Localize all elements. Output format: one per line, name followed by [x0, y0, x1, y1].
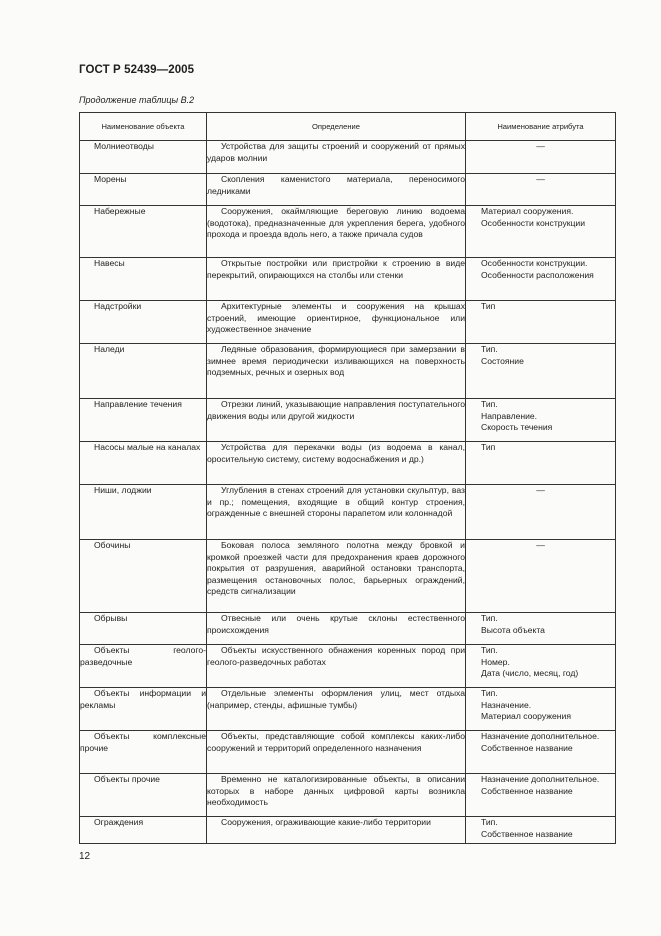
- definition-text: Устройства для перекачки воды (из водоема в канал, оросительную систему, систему водоснабжения и др.): [207, 442, 465, 464]
- object-name-cell: [80, 301, 207, 344]
- attribute-item: Назначение дополнительное.: [481, 774, 600, 784]
- definition-cell: [207, 442, 466, 485]
- definition-cell: [207, 258, 466, 301]
- objects-table: [79, 112, 616, 844]
- table-row: [80, 485, 616, 540]
- attribute-cell: [466, 485, 616, 540]
- object-name-cell: [80, 174, 207, 206]
- attribute-item: Собственное название: [481, 742, 573, 753]
- table-row: [80, 731, 616, 774]
- attribute-item: Тип: [481, 301, 496, 311]
- object-name: Объекты геолого-разведочные: [80, 645, 206, 667]
- table-row: [80, 442, 616, 485]
- table-row: [80, 141, 616, 174]
- attribute-cell: [466, 206, 616, 258]
- object-name: Насосы малые на каналах: [94, 442, 201, 452]
- definition-cell: [207, 645, 466, 688]
- attribute-cell: [466, 774, 616, 817]
- attribute-cell: [466, 817, 616, 844]
- object-name: Объекты прочие: [94, 774, 160, 784]
- object-name-cell: [80, 141, 207, 174]
- definition-cell: [207, 206, 466, 258]
- definition-cell: [207, 399, 466, 442]
- definition-text: Углубления в стенах строений для установки скульптур, ваз и пр.; помещения, входящие в общий контур строения, огражденные с внешней стороны парапетом или колоннадой: [207, 485, 465, 519]
- object-name-cell: [80, 645, 207, 688]
- object-name: Наледи: [94, 344, 125, 354]
- attribute-item: Особенности расположения: [481, 269, 594, 280]
- attribute-item: Тип.: [481, 645, 498, 655]
- attribute-cell: [466, 442, 616, 485]
- definition-cell: [207, 774, 466, 817]
- definition-text: Отрезки линий, указывающие направления поступательного движения воды или другой жидкости: [207, 399, 465, 421]
- table-row: [80, 399, 616, 442]
- attribute-item: Высота объекта: [481, 624, 545, 635]
- table-header-row: [80, 113, 616, 141]
- attribute-item: Тип.: [481, 688, 498, 698]
- attribute-cell: [466, 344, 616, 399]
- object-name-cell: [80, 485, 207, 540]
- definition-cell: [207, 344, 466, 399]
- attribute-cell: [466, 731, 616, 774]
- definition-text: Объекты искусственного обнажения коренных пород при геолого-разведочных работах: [207, 645, 465, 667]
- object-name: Морены: [94, 174, 127, 184]
- attribute-item: Назначение дополнительное.: [481, 731, 600, 741]
- attribute-item: Скорость течения: [481, 422, 553, 433]
- object-name-cell: [80, 817, 207, 844]
- table-row: [80, 645, 616, 688]
- object-name-cell: [80, 613, 207, 645]
- header-attribute-name: Наименование атрибута: [466, 113, 616, 141]
- page-number: 12: [79, 851, 91, 862]
- definition-text: Сооружения, окаймляющие береговую линию водоема (водотока), предназначенные для укрепления берега, удобного прохода и проезда вдоль него, а также причала судов: [207, 206, 465, 240]
- object-name: Набережные: [94, 206, 146, 216]
- object-name-cell: [80, 442, 207, 485]
- attribute-item: Собственное название: [481, 828, 573, 839]
- attribute-dash: —: [536, 141, 545, 151]
- object-name: Надстройки: [94, 301, 142, 311]
- object-name-cell: [80, 540, 207, 613]
- attribute-item: Особенности конструкции: [481, 217, 586, 228]
- header-object-name: Наименование объекта: [80, 113, 207, 141]
- attribute-item: Номер.: [481, 656, 510, 667]
- object-name-cell: [80, 258, 207, 301]
- table-row: [80, 206, 616, 258]
- definition-text: Скопления каменистого материала, переносимого ледниками: [207, 174, 465, 196]
- attribute-item: Материал сооружения: [481, 711, 571, 722]
- attribute-cell: [466, 174, 616, 206]
- attribute-item: Тип.: [481, 613, 498, 623]
- header-definition: Определение: [207, 113, 466, 141]
- definition-cell: [207, 141, 466, 174]
- object-name-cell: [80, 731, 207, 774]
- definition-cell: [207, 301, 466, 344]
- attribute-item: Дата (число, месяц, год): [481, 668, 579, 679]
- attribute-item: Тип: [481, 442, 496, 452]
- definition-text: Устройства для защиты строений и сооружений от прямых ударов молнии: [207, 141, 465, 163]
- attribute-item: Тип.: [481, 344, 498, 354]
- attribute-item: Состояние: [481, 355, 524, 366]
- attribute-cell: [466, 399, 616, 442]
- attribute-cell: [466, 258, 616, 301]
- table-row: [80, 344, 616, 399]
- definition-cell: [207, 174, 466, 206]
- table-row: [80, 774, 616, 817]
- object-name: Объекты информации и рекламы: [80, 688, 206, 710]
- definition-text: Отвесные или очень крутые склоны естественного происхождения: [207, 613, 465, 635]
- table-row: [80, 301, 616, 344]
- object-name-cell: [80, 774, 207, 817]
- definition-cell: [207, 817, 466, 844]
- document-title: ГОСТ Р 52439—2005: [79, 64, 195, 76]
- object-name-cell: [80, 344, 207, 399]
- definition-cell: [207, 540, 466, 613]
- attribute-cell: [466, 141, 616, 174]
- attribute-cell: [466, 645, 616, 688]
- definition-text: Боковая полоса земляного полотна между бровкой и кромкой проезжей части для предохранения краев дорожного покрытия от разрушения, аварийной остановки транспорта, размещения остановочных полос, барьерных ограждений, средств сигнализации: [207, 540, 465, 597]
- object-name: Объекты комплексные прочие: [80, 731, 206, 753]
- object-name: Направление течения: [94, 399, 182, 409]
- attribute-cell: [466, 301, 616, 344]
- definition-text: Отдельные элементы оформления улиц, мест отдыха (например, стенды, афишные тумбы): [207, 688, 465, 710]
- definition-cell: [207, 485, 466, 540]
- table-row: [80, 613, 616, 645]
- definition-cell: [207, 731, 466, 774]
- object-name-cell: [80, 399, 207, 442]
- object-name: Обрывы: [94, 613, 128, 623]
- attribute-dash: —: [536, 174, 545, 184]
- attribute-cell: [466, 540, 616, 613]
- attribute-dash: —: [536, 485, 545, 495]
- object-name: Обочины: [94, 540, 131, 550]
- table-row: [80, 174, 616, 206]
- definition-text: Сооружения, ограживающие какие-либо территории: [221, 817, 431, 827]
- object-name: Ограждения: [94, 817, 144, 827]
- table-row: [80, 817, 616, 844]
- attribute-item: Назначение.: [481, 699, 532, 710]
- definition-text: Ледяные образования, формирующиеся при замерзании в зимнее время периодически изливающихся на поверхность подземных, речных и озерных вод: [207, 344, 465, 378]
- definition-text: Открытые постройки или пристройки к строению в виде перекрытий, опирающихся на столбы или стенки: [207, 258, 465, 280]
- definition-cell: [207, 613, 466, 645]
- object-name: Молниеотводы: [94, 141, 154, 151]
- table-row: [80, 258, 616, 301]
- table-caption: Продолжение таблицы В.2: [79, 95, 195, 105]
- attribute-item: Направление.: [481, 410, 538, 421]
- attribute-item: Собственное название: [481, 785, 573, 796]
- table-row: [80, 540, 616, 613]
- table-body: [80, 141, 616, 844]
- attribute-cell: [466, 613, 616, 645]
- attribute-dash: —: [536, 540, 545, 550]
- attribute-item: Тип.: [481, 817, 498, 827]
- attribute-item: Материал сооружения.: [481, 206, 574, 216]
- attribute-item: Особенности конструкции.: [481, 258, 588, 268]
- object-name: Навесы: [94, 258, 125, 268]
- definition-cell: [207, 688, 466, 731]
- definition-text: Временно не каталогизированные объекты, в описании которых в наборе данных цифровой карты возникла необходимость: [207, 774, 465, 808]
- table-row: [80, 688, 616, 731]
- object-name-cell: [80, 688, 207, 731]
- definition-text: Архитектурные элементы и сооружения на крышах строений, имеющие ориентирное, функциональное или художественное значение: [207, 301, 465, 335]
- object-name: Ниши, лоджии: [94, 485, 152, 495]
- attribute-item: Тип.: [481, 399, 498, 409]
- attribute-cell: [466, 688, 616, 731]
- definition-text: Объекты, представляющие собой комплексы каких-либо сооружений и территорий определенного назначения: [207, 731, 465, 753]
- object-name-cell: [80, 206, 207, 258]
